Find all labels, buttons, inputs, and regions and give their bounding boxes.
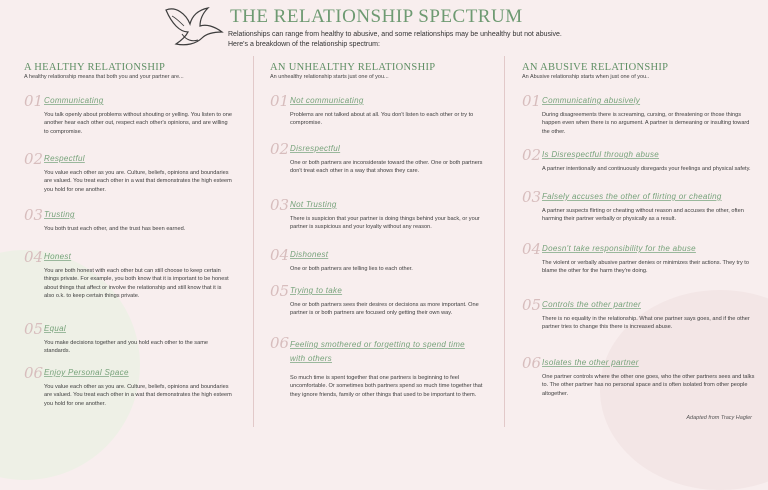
item-number: 02 bbox=[522, 146, 542, 164]
item-number: 04 bbox=[24, 248, 44, 266]
item-body: A partner suspects flirting or cheating without reason and accuses the other, often harming their partner verbally or physically as a result. bbox=[542, 208, 744, 223]
column-title: AN ABUSIVE RELATIONSHIP bbox=[522, 62, 669, 73]
column-description: An Abusive relationship starts when just one of you.. bbox=[522, 74, 650, 80]
column-divider bbox=[504, 56, 505, 427]
item-body: One partner controls where the other one goes, who the other partners sees and talks to. The other partner has no personal space and is often isolated from other people altogether. bbox=[542, 374, 755, 397]
healthy-column bbox=[24, 62, 232, 422]
item-heading: Communicating bbox=[44, 96, 104, 105]
item-number: 03 bbox=[522, 188, 542, 206]
item-body: You make decisions together and you hold each other to the same standards. bbox=[44, 340, 208, 355]
item-body: One or both partners are inconsiderate toward the other. One or both partners don't treat each other in a way that shows they care. bbox=[290, 160, 483, 175]
item-body: A partner intentionally and continuously disregards your feelings and physical safety. bbox=[542, 166, 751, 172]
item-heading: Enjoy Personal Space bbox=[44, 368, 129, 377]
column-title: AN UNHEALTHY RELATIONSHIP bbox=[270, 62, 436, 73]
item-body: You talk openly about problems without shouting or yelling. You listen to one another hear each other out, respect each other's opinions, and are willing to compromise. bbox=[44, 112, 232, 135]
column-divider bbox=[253, 56, 254, 427]
item-number: 01 bbox=[522, 92, 542, 110]
item-number: 05 bbox=[270, 282, 290, 300]
dove-logo-icon bbox=[162, 4, 226, 52]
item-body: You both trust each other, and the trust has been earned. bbox=[44, 226, 186, 232]
item-number: 03 bbox=[24, 206, 44, 224]
item-heading: Trying to take bbox=[290, 286, 343, 295]
item-heading: Isolates the other partner bbox=[542, 358, 639, 367]
item-number: 06 bbox=[24, 364, 44, 382]
item-heading: Respectful bbox=[44, 154, 85, 163]
item-body: The violent or verbally abusive partner denies or minimizes their actions. They try to blame the other for the harm they're doing. bbox=[542, 260, 749, 275]
item-body: During disagreements there is screaming, cursing, or threatening or those things happen even when there is no argument. A partner is demeaning or insulting toward the other. bbox=[542, 112, 750, 135]
item-body: You value each other as you are. Culture, beliefs, opinions and boundaries are valued. You treat each other in a wat that demonstrates the high esteem you hold for one another. bbox=[44, 170, 232, 193]
page-subtitle: Relationships can range from healthy to abusive, and some relationships may be unhealthy but not abusive. Here's a breakdown of the relationship spectrum: bbox=[228, 31, 562, 48]
item-heading: Not Trusting bbox=[290, 200, 337, 209]
item-heading: Controls the other partner bbox=[542, 300, 641, 309]
item-heading: Disrespectful bbox=[290, 144, 341, 153]
item-heading: Dishonest bbox=[290, 250, 329, 259]
item-number: 01 bbox=[270, 92, 290, 110]
item-number: 01 bbox=[24, 92, 44, 110]
credit-note: Adapted from Tracy Hagler bbox=[686, 415, 752, 421]
item-number: 02 bbox=[270, 140, 290, 158]
item-number: 06 bbox=[270, 334, 290, 352]
item-heading: Falsely accuses the other of flirting or cheating bbox=[542, 192, 722, 201]
item-heading: Honest bbox=[44, 252, 72, 261]
item-heading: Is Disrespectful through abuse bbox=[542, 150, 660, 159]
column-title: A HEALTHY RELATIONSHIP bbox=[24, 62, 166, 73]
item-body: There is suspicion that your partner is doing things behind your back, or your partner is suspicious and your loyalty without any reason. bbox=[290, 216, 480, 231]
item-heading: Trusting bbox=[44, 210, 75, 219]
item-heading: Feeling smothered or forgetting to spend time with others bbox=[290, 340, 465, 363]
item-body: Problems are not talked about at all. You don't listen to each other or try to compromise. bbox=[290, 112, 474, 127]
item-number: 05 bbox=[24, 320, 44, 338]
item-heading: Doesn't take responsibility for the abuse bbox=[542, 244, 696, 253]
item-heading: Communicating abusively bbox=[542, 96, 641, 105]
item-body: One or both partners sees their desires or decisions as more important. One partner is or both partners are focused only getting their own way. bbox=[290, 302, 479, 317]
item-number: 03 bbox=[270, 196, 290, 214]
item-heading: Not communicating bbox=[290, 96, 364, 105]
item-number: 04 bbox=[270, 246, 290, 264]
item-heading: Equal bbox=[44, 324, 66, 333]
item-number: 06 bbox=[522, 354, 542, 372]
page-title: THE RELATIONSHIP SPECTRUM bbox=[230, 6, 523, 27]
column-description: A healthy relationship means that both you and your partner are... bbox=[24, 74, 184, 80]
item-body: There is no equality in the relationship. What one partner says goes, and if the other partner tries to change this there is increased abuse. bbox=[542, 316, 750, 331]
unhealthy-column bbox=[270, 62, 484, 422]
item-body: You are both honest with each other but can still choose to keep certain things private. For example, you both know that it is important to be honest about things that affect or involve the relationship and still know that it is also o.k. to keep certain things private. bbox=[44, 268, 229, 299]
item-body: You value each other as you are. Culture, beliefs, opinions and boundaries are valued. You treat each other in a wat that demonstrates the high esteem you hold for one another. bbox=[44, 384, 232, 407]
item-number: 02 bbox=[24, 150, 44, 168]
abusive-column bbox=[522, 62, 758, 422]
item-number: 04 bbox=[522, 240, 542, 258]
item-body: So much time is spent together that one partners is beginning to feel uncomfortable. Or sometimes both partners spend so much time together that they ignore friends, family or other things that used to be important to them. bbox=[290, 375, 483, 398]
column-description: An unhealthy relationship starts just one of you... bbox=[270, 74, 389, 80]
item-body: One or both partners are telling lies to each other. bbox=[290, 266, 413, 272]
item-number: 05 bbox=[522, 296, 542, 314]
